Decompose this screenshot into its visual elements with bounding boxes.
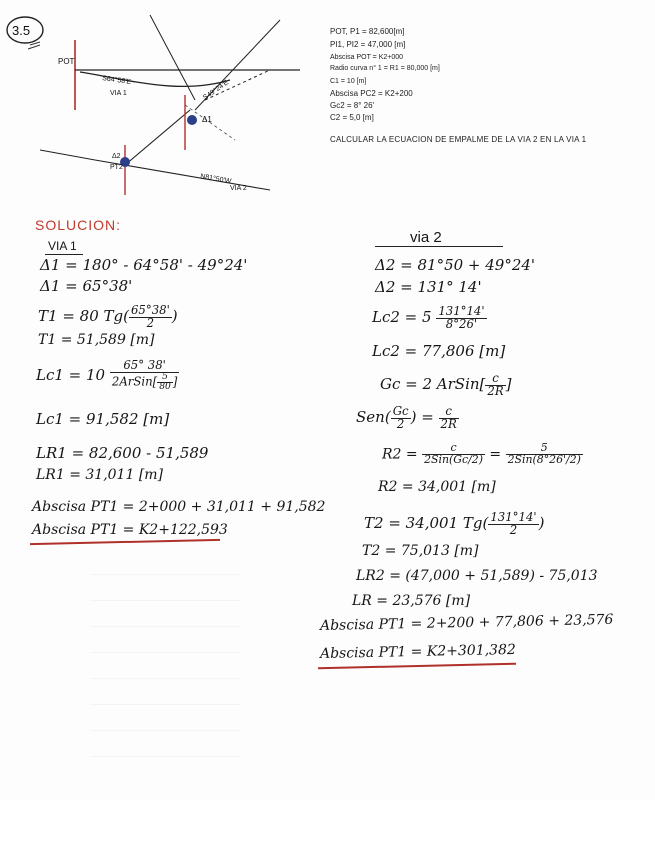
via1-lc1-frac [110, 360, 179, 392]
bottom-tangent-ext [40, 150, 95, 160]
via2-r2-f2-num: 5 [506, 443, 583, 455]
via2-abscisa-result: Abscisa PT1 = K2+301,382 [319, 641, 516, 662]
road-diagram [0, 0, 330, 205]
given-line-3: Abscisa POT = K2+000 [330, 54, 404, 61]
given-line-8: C2 = 5,0 [m] [330, 113, 374, 122]
via1-lc1-den-frac [157, 373, 173, 392]
via2-t2-den: 2 [509, 522, 518, 537]
via1-t1-eq: T1 = 80 Tg( $\frac{65^\circ 38'}{2}$ ) [38, 303, 178, 330]
via2-lc2-frac [436, 306, 486, 330]
via2-gc-num: c [485, 373, 505, 386]
via1-delta-eq: Δ1 = 180° - 64°58' - 49°24' [40, 256, 248, 274]
via2-t2-prefix: T2 = 34,001 Tg [364, 514, 483, 533]
via2-lc2-result: Lc2 = 77,806 [m] [372, 342, 506, 360]
via2-sen-arg-den: 2 [396, 416, 405, 431]
page-margin [0, 800, 655, 848]
via2-r2-prefix: R2 = [382, 446, 418, 463]
via1-lc1-den-den: 80 [159, 381, 171, 392]
given-line-5: C1 = 10 [m] [330, 78, 367, 85]
via2-r2-result: R2 = 34,001 [m] [378, 479, 496, 495]
given-task: CALCULAR LA ECUACION DE EMPALME DE LA VIA 2 EN LA VIA 1 [330, 135, 587, 144]
via1-t1-result: T1 = 51,589 [m] [38, 332, 155, 348]
via1-heading-underline [45, 254, 83, 255]
via2-gc-frac [485, 373, 505, 397]
via1-t1-num: 65°38' [130, 303, 170, 317]
via1-lc1-prefix: Lc1 = 10 [36, 365, 106, 384]
via1-delta-result: Δ1 = 65°38' [40, 277, 133, 295]
via2-r2-f1-den: 2Sin(Gc/2) [424, 452, 483, 466]
via1-abscisa-underline [30, 539, 220, 545]
via1-lc1-den-pre: 2ArSin [111, 374, 153, 389]
via2-lr2-result: LR = 23,576 [m] [352, 593, 471, 609]
via2-sen-rhs-num: c [439, 406, 459, 419]
via2-r2-eq: R2 = $\frac{c}{\text{2Sin(Gc/2)}}$ = $\frac{5}{\text{2Sin(8°26'/2)}}$ [382, 441, 581, 466]
via2-r2-frac2 [506, 443, 583, 466]
via2-heading: via 2 [410, 229, 442, 246]
via2-gc-prefix: Gc = 2 ArSin [380, 375, 480, 394]
bottom-bearing-label: N81°50'W [199, 173, 232, 186]
via2-sen-eq: Sen( $\frac{Gc}{2}$ ) = $\frac{c}{2R}$ [356, 404, 457, 431]
via2-t2-result: T2 = 75,013 [m] [362, 543, 479, 559]
problem-number: 3.5 [12, 23, 31, 38]
delta1-label: Δ1 [202, 115, 212, 124]
via2-sen-rhs-den: 2R [440, 416, 457, 431]
via1-lc1-num: 65° 38' [110, 360, 179, 373]
via2-bearing-label: S49°24'E [202, 79, 230, 102]
via2-sen-arg [391, 406, 411, 430]
via1-t1-den: 2 [146, 315, 155, 330]
via2-sen-prefix: Sen [356, 408, 385, 427]
via2-delta-result: Δ2 = 131° 14' [375, 278, 482, 296]
via1-lc1-den-num: 5 [157, 373, 173, 383]
via1-lr1-eq: LR1 = 82,600 - 51,589 [36, 444, 209, 462]
via1-heading: VIA 1 [48, 239, 77, 253]
via2-gc-eq: Gc = 2 ArSin[ $\frac{c}{2R}$ ] [380, 371, 512, 398]
pt2-label: PT2 [110, 164, 123, 171]
via2-lr2-eq: LR2 = (47,000 + 51,589) - 75,013 [356, 568, 598, 584]
via1-bearing-label: S64°58'E [101, 75, 132, 87]
via2-t2-num: 131°14' [490, 510, 537, 524]
given-line-6: Abscisa PC2 = K2+200 [330, 89, 413, 98]
given-line-4: Radio curva n° 1 = R1 = 80,000 [m] [330, 65, 440, 72]
via1-t1-frac [129, 305, 172, 329]
via2-lc2-den: 8°26' [445, 316, 478, 331]
via2-lc2-prefix: Lc2 = 5 [372, 308, 432, 327]
via1-abscisa-result: Abscisa PT1 = K2+122,593 [32, 522, 228, 538]
via1-lr1-result: LR1 = 31,011 [m] [36, 467, 164, 483]
given-line-1: POT, P1 = 82,600[m] [330, 27, 405, 36]
via2-t2-frac [488, 512, 538, 536]
pi-point [187, 115, 197, 125]
via1-lc1-den: 2ArSin[ $\frac{5}{80}$ ] [111, 371, 178, 392]
via2-lc2-eq [372, 306, 487, 330]
pot-label: POT [58, 57, 75, 66]
given-line-2: PI1, PI2 = 47,000 [m] [330, 40, 406, 49]
delta2-label: Δ2 [112, 153, 121, 160]
via1-label: VIA 1 [110, 90, 127, 97]
via1-lc1-eq [36, 360, 179, 392]
via2-abscisa-eq: Abscisa PT1 = 2+200 + 77,806 + 23,576 [319, 611, 614, 634]
via2-sen-arg-num: Gc [392, 404, 409, 418]
via2-line [125, 110, 190, 165]
show-through-marks [90, 560, 240, 780]
via2-lc2-num: 131°14' [438, 304, 485, 318]
via2-bottom-label: VIA 2 [230, 185, 247, 192]
via2-delta-eq: Δ2 = 81°50 + 49°24' [375, 256, 536, 274]
via1-t1-prefix: T1 = 80 Tg [38, 307, 124, 326]
via2-heading-underline [375, 246, 503, 247]
via2-gc-den: 2R [487, 383, 504, 398]
via1-abscisa-eq: Abscisa PT1 = 2+000 + 31,011 + 91,582 [32, 499, 326, 515]
via2-sen-rhs [439, 406, 459, 430]
via1-lc1-result: Lc1 = 91,582 [m] [36, 410, 170, 428]
via2-r2-f2-den: 2Sin(8°26'/2) [507, 452, 581, 466]
via2-r2-f1-num: c [422, 443, 485, 455]
via2-r2-frac1 [422, 443, 485, 466]
given-line-7: Gc2 = 8° 26' [330, 101, 375, 110]
via2-abscisa-underline [318, 663, 516, 669]
solution-title: SOLUCION: [35, 217, 122, 233]
tangent-line-left [150, 15, 195, 100]
via2-t2-eq: T2 = 34,001 Tg( $\frac{131^\circ 14'}{2}$ ) [364, 510, 545, 537]
